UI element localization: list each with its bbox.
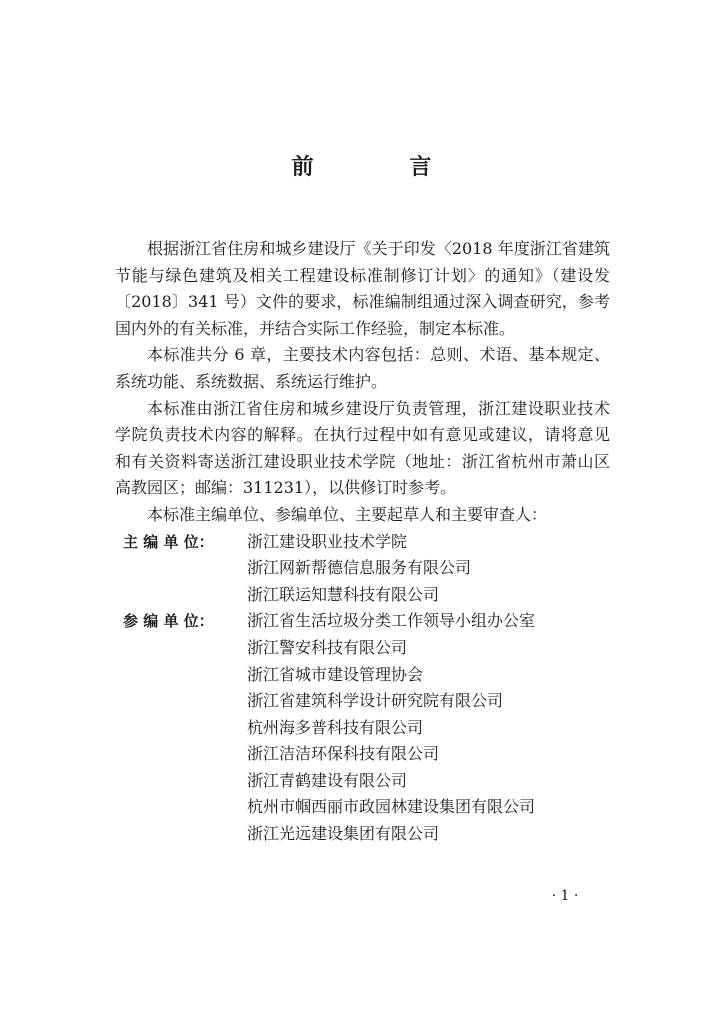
chief-units-row — [115, 529, 610, 609]
participating-units-row — [115, 608, 610, 847]
body-text — [115, 236, 610, 848]
paragraph-content-summary: 本标准共分 6 章，主要技术内容包括：总则、术语、基本规定、系统功能、系统数据、系统运行维护。 — [115, 345, 610, 391]
participating-unit-name: 杭州海多普科技有限公司 — [247, 717, 424, 737]
participating-units-label: 参 编 单 位： — [123, 612, 214, 631]
participating-unit-name: 浙江省城市建设管理协会 — [247, 664, 424, 684]
participating-unit-name: 浙江洁洁环保科技有限公司 — [247, 744, 440, 764]
participating-unit-name: 浙江青鹤建设有限公司 — [247, 770, 408, 790]
chief-units-block — [115, 529, 610, 609]
chief-units-label: 主 编 单 位： — [123, 532, 214, 551]
chief-unit-name: 浙江联运知慧科技有限公司 — [247, 584, 440, 604]
page-title: 前 言 — [291, 155, 476, 180]
participating-unit-name: 浙江警安科技有限公司 — [247, 637, 408, 657]
chief-unit-name: 浙江网新帮德信息服务有限公司 — [247, 558, 472, 578]
page-number: · 1 · — [551, 888, 579, 904]
paragraph-basis: 根据浙江省住房和城乡建设厅《关于印发〈2018 年度浙江省建筑节能与绿色建筑及相关工程建设标准制修订计划〉的通知》（建设发〔2018〕341 号）文件的要求，标准编制组通过深入调查研究，参考国内外的有关标准，并结合实际工作经验，制定本标准。 — [115, 239, 610, 338]
chief-units-list — [247, 529, 610, 609]
participating-unit-name: 杭州市帼西丽市政园林建设集团有限公司 — [247, 797, 536, 817]
participating-units-list — [247, 608, 610, 847]
paragraph-management: 本标准由浙江省住房和城乡建设厅负责管理，浙江建设职业技术学院负责技术内容的解释。在执行过程中如有意见或建议，请将意见和有关资料寄送浙江建设职业技术学院（地址：浙江省杭州市萧山区高教园区；邮编：311231），以供修订时参考。 — [115, 398, 610, 498]
chief-unit-name: 浙江建设职业技术学院 — [247, 531, 408, 551]
paragraph-units-intro: 本标准主编单位、参编单位、主要起草人和主要审查人： — [147, 504, 548, 524]
participating-unit-name: 浙江光远建设集团有限公司 — [247, 824, 440, 844]
participating-unit-name: 浙江省建筑科学设计研究院有限公司 — [247, 691, 504, 711]
participating-units-block — [115, 608, 610, 847]
participating-unit-name: 浙江省生活垃圾分类工作领导小组办公室 — [247, 611, 536, 631]
